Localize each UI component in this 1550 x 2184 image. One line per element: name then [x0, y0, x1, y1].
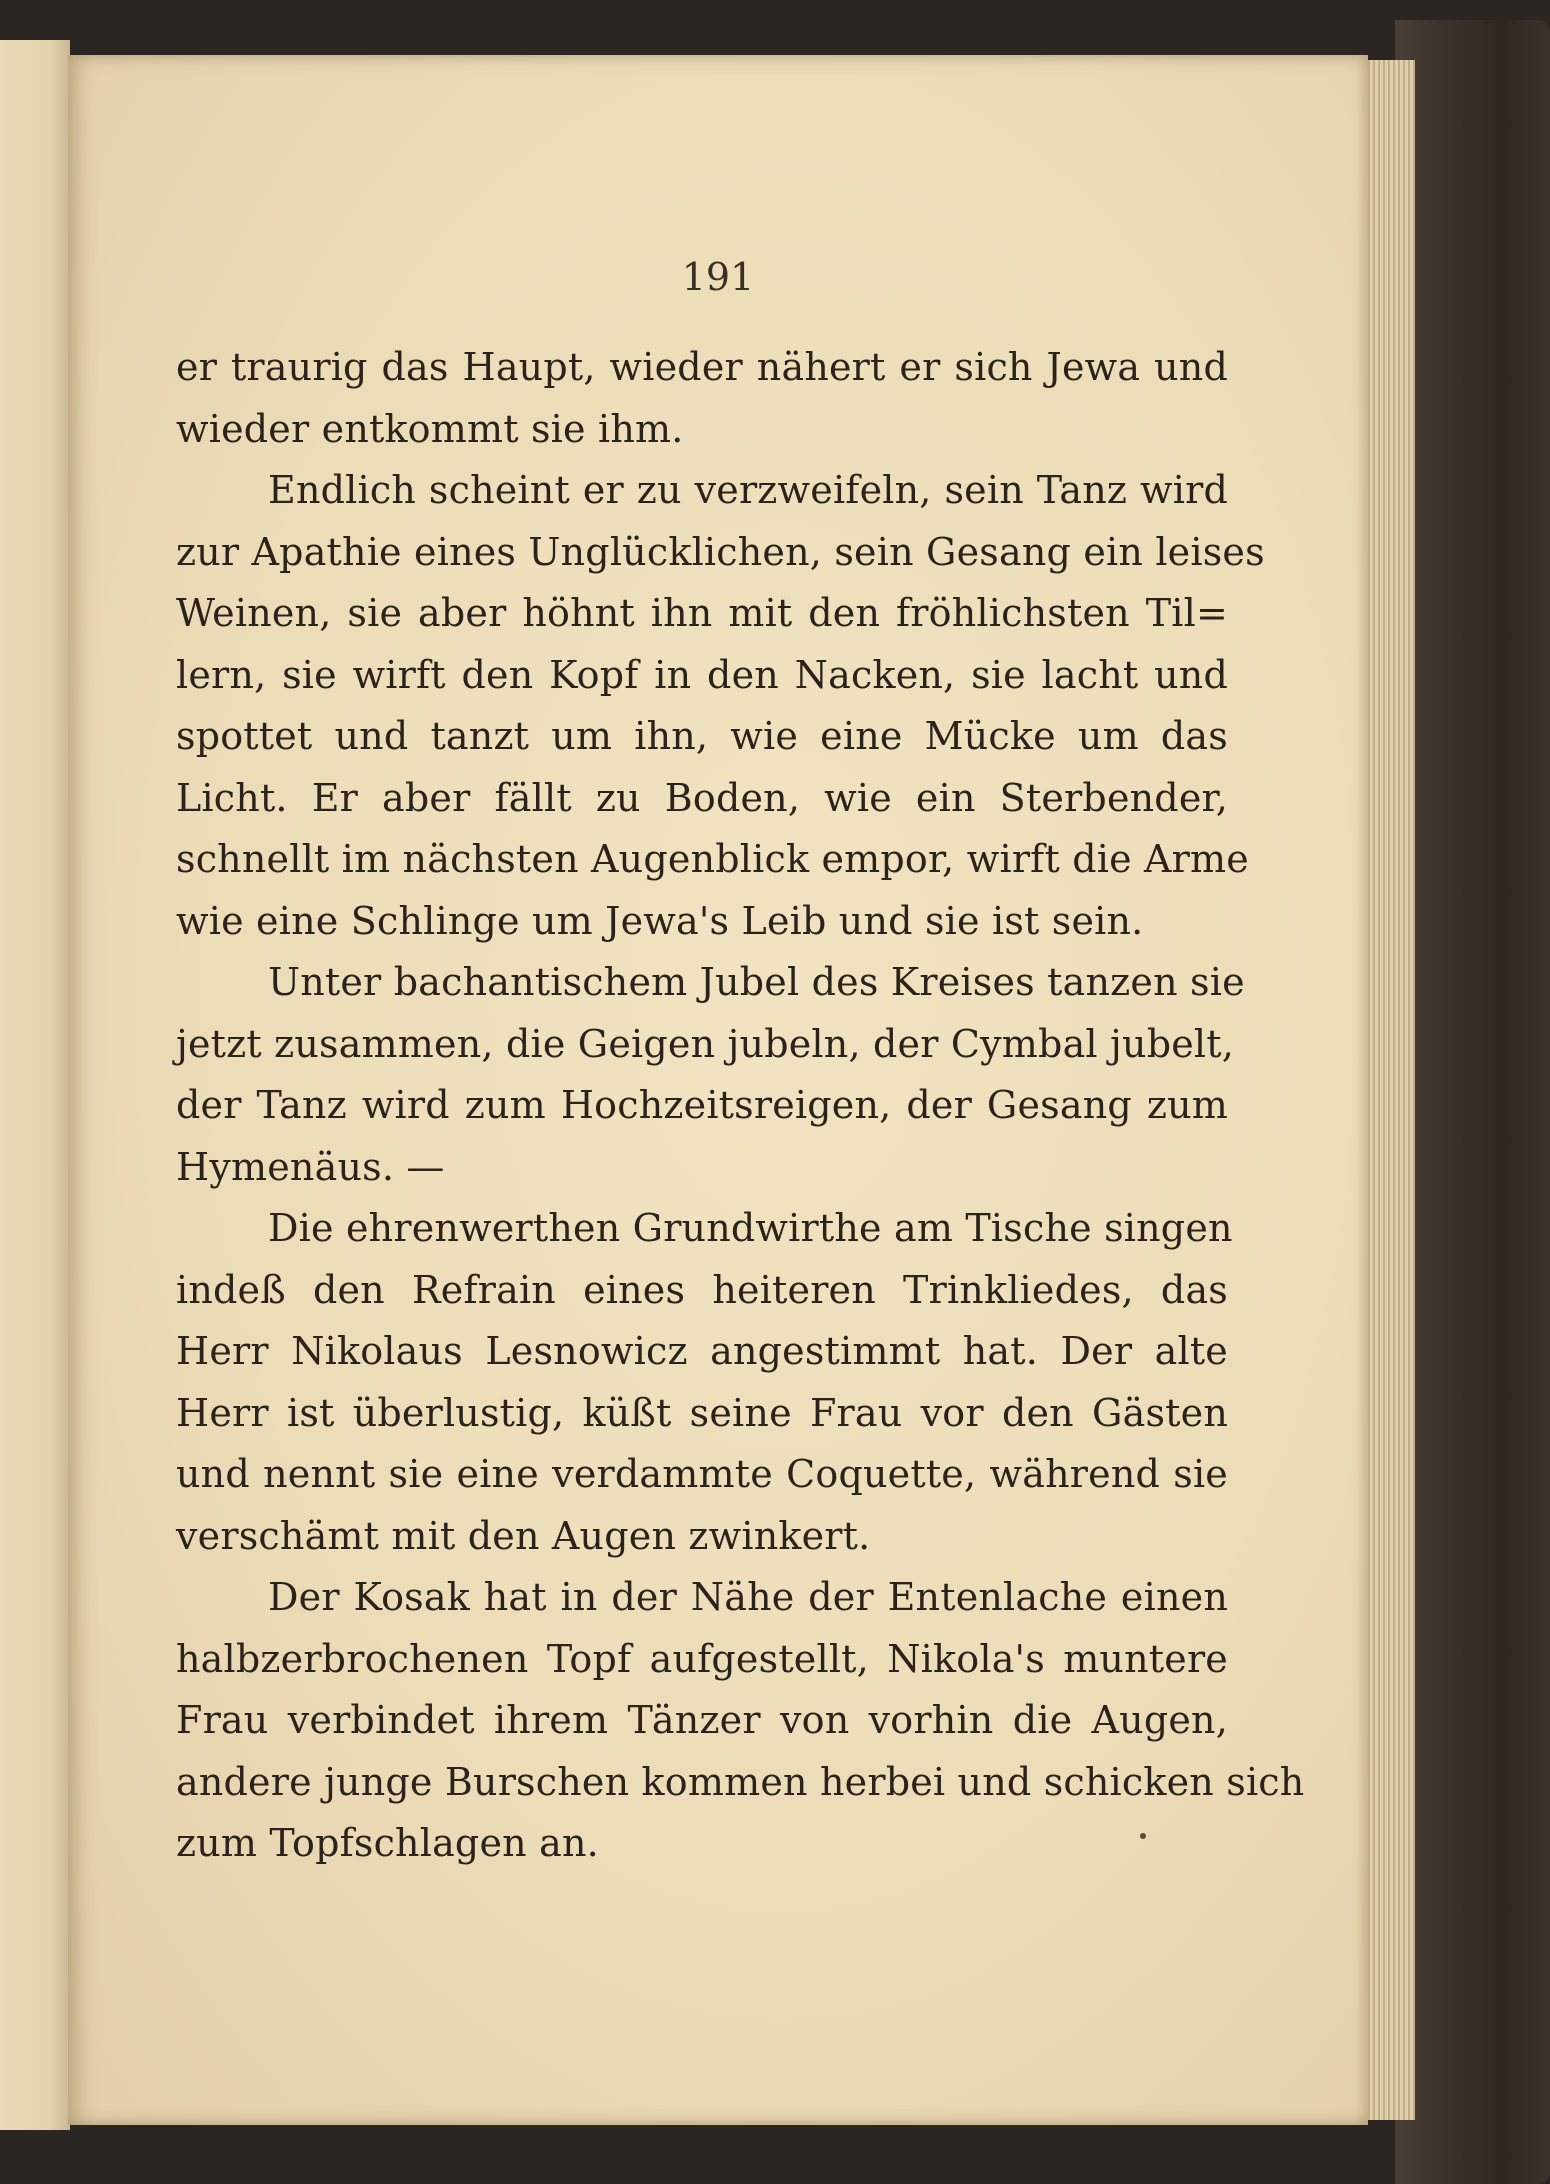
text-line: jetzt zusammen, die Geigen jubeln, der Cymbal jubelt, — [176, 1021, 1235, 1066]
text-line: zum Topfschlagen an. — [176, 1821, 599, 1865]
text-line: lern, sie wirft den Kopf in den Nacken, sie lacht und — [176, 652, 1228, 697]
text-line: schnellt im nächsten Augenblick empor, wirft die Arme — [176, 837, 1249, 881]
text-line: Der Kosak hat in der Nähe der Entenlache einen — [268, 1575, 1228, 1619]
text-line: wieder entkommt sie ihm. — [176, 406, 684, 451]
book-cover-edge — [1395, 20, 1550, 2184]
text-line: indeß den Refrain eines heiteren Trinkliedes, das — [176, 1267, 1228, 1312]
text-line: Endlich scheint er zu verzweifeln, sein Tanz wird — [268, 468, 1228, 512]
text-line: Frau verbindet ihrem Tänzer von vorhin die Augen, — [176, 1698, 1228, 1742]
text-line: Herr Nikolaus Lesnowicz angestimmt hat. Der alte — [176, 1329, 1228, 1373]
text-line: zur Apathie eines Unglücklichen, sein Gesang ein leises — [176, 529, 1265, 574]
page-stack-edge — [1360, 60, 1415, 2120]
text-line: verschämt mit den Augen zwinkert. — [176, 1513, 871, 1558]
text-line: der Tanz wird zum Hochzeitsreigen, der Gesang zum — [176, 1083, 1228, 1127]
text-line: spottet und tanzt um ihn, wie eine Mücke um das — [176, 714, 1228, 758]
text-line: andere junge Burschen kommen herbei und schicken sich — [176, 1759, 1305, 1804]
text-line: Hymenäus. — — [176, 1144, 445, 1189]
facing-page-edge — [0, 40, 70, 2130]
paper-speck — [1140, 1833, 1146, 1839]
text-line: Weinen, sie aber höhnt ihn mit den fröhlichsten Til= — [176, 591, 1228, 635]
text-line: Herr ist überlustig, küßt seine Frau vor den Gästen — [176, 1390, 1228, 1435]
book-page — [68, 55, 1368, 2125]
text-line: Licht. Er aber fällt zu Boden, wie ein Sterbender, — [176, 775, 1228, 820]
page-body-text — [176, 337, 1305, 1875]
text-line: und nennt sie eine verdammte Coquette, während sie — [176, 1452, 1228, 1496]
text-line: wie eine Schlinge um Jewa's Leib und sie ist sein. — [176, 898, 1144, 943]
text-line: Unter bachantischem Jubel des Kreises tanzen sie — [268, 960, 1245, 1004]
page-number: 191 — [681, 255, 755, 299]
text-line: halbzerbrochenen Topf aufgestellt, Nikola's muntere — [176, 1636, 1228, 1681]
text-line: er traurig das Haupt, wieder nähert er sich Jewa und — [176, 345, 1228, 389]
text-line: Die ehrenwerthen Grundwirthe am Tische singen — [268, 1206, 1233, 1250]
